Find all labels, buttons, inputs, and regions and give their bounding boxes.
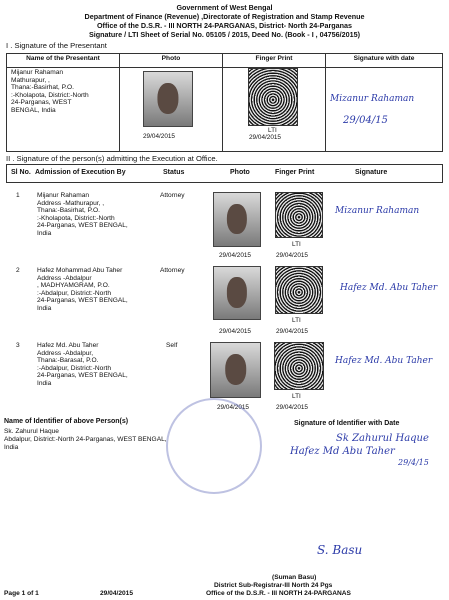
office-title: Office of the D.S.R. - III NORTH 24-PARGANAS, District- North 24-Parganas xyxy=(96,21,353,30)
row3-fp-date: 29/04/2015 xyxy=(276,404,308,411)
col-finger-print: Finger Print xyxy=(223,54,326,68)
office-stamp xyxy=(166,398,262,494)
identifier-witness-signature: Hafez Md Abu Taher xyxy=(290,446,395,457)
row2-status: Attorney xyxy=(160,267,185,274)
row2-photo-date: 29/04/2015 xyxy=(219,328,251,335)
row1-photo-date: 29/04/2015 xyxy=(219,252,251,259)
execution-table-header xyxy=(6,164,443,183)
presentant-name: Mijanur Rahaman Mathurapur, , Thana:-Basirhat, P.O. :-Kholapota, District:-North 24-Parganas, WEST BENGAL, India xyxy=(11,69,89,114)
identifier-title: Name of Identifier of above Person(s) xyxy=(4,418,129,425)
govt-title: Government of West Bengal xyxy=(176,3,273,12)
row3-fingerprint xyxy=(274,342,324,390)
identifier-address: Abdalpur, District:-North 24-Parganas, WEST BENGAL, xyxy=(4,436,167,443)
presentant-signature: Mizanur Rahaman xyxy=(330,94,415,104)
row2-photo xyxy=(213,266,261,320)
presentant-fingerprint xyxy=(248,68,298,126)
row1-fp-date: 29/04/2015 xyxy=(276,252,308,259)
presentant-sig-cell xyxy=(326,68,443,152)
row3-signature: Hafez Md. Abu Taher xyxy=(335,356,433,366)
officer-name: (Suman Basu) xyxy=(272,574,317,581)
presentant-photo xyxy=(143,71,193,127)
col-signature-date: Signature with date xyxy=(326,54,443,68)
row1-photo xyxy=(213,192,261,247)
row2-fingerprint xyxy=(275,266,323,314)
row1-fingerprint xyxy=(275,192,323,238)
presentant-fp-date: 29/04/2015 xyxy=(249,134,281,141)
col-sl: Sl No. xyxy=(11,169,31,176)
officer-designation: District Sub-Registrar-III North 24 Pgs xyxy=(214,582,333,589)
section1-title: I . Signature of the Presentant xyxy=(6,41,107,50)
section2-title: II . Signature of the person(s) admitting the Execution at Office. xyxy=(6,154,218,163)
col-finger-print: Finger Print xyxy=(275,169,315,176)
row2-details: Hafez Mohammad Abu Taher Address -Abdalpur , MADHYAMGRAM, P.O. :-Abdalpur, District:-North 24-Parganas, WEST BENGAL, India xyxy=(37,267,128,312)
row3-details: Hafez Md. Abu Taher Address -Abdalpur, Thana:-Barasat, P.O. :-Abdalpur, District:-North 24-Parganas, WEST BENGAL, India xyxy=(37,342,128,387)
row1-fp-label: LTI xyxy=(292,241,301,248)
col-signature: Signature xyxy=(355,169,388,176)
col-name: Name of the Presentant xyxy=(7,54,120,68)
row3-photo-date: 29/04/2015 xyxy=(217,404,249,411)
identifier-signature: Sk Zahurul Haque xyxy=(336,433,429,444)
col-status: Status xyxy=(163,169,185,176)
row1-details: Mijanur Rahaman Address -Mathurapur, , Thana:-Basirhat, P.O. :-Kholapota, District:-North 24-Parganas, WEST BENGAL, India xyxy=(37,192,128,237)
officer-signature: S. Basu xyxy=(317,543,363,557)
row2-sl: 2 xyxy=(16,267,20,274)
footer-date: 29/04/2015 xyxy=(100,590,134,597)
identifier-sig-title: Signature of Identifier with Date xyxy=(294,420,400,427)
presentant-signature-date: 29/04/15 xyxy=(343,115,388,126)
sheet-title: Signature / LTI Sheet of Serial No. 05105 / 2015, Deed No. (Book - I , 04756/2015) xyxy=(88,30,361,39)
col-photo: Photo xyxy=(120,54,223,68)
row2-fp-date: 29/04/2015 xyxy=(276,328,308,335)
row2-signature: Hafez Md. Abu Taher xyxy=(340,283,438,293)
identifier-country: India xyxy=(4,444,19,451)
row3-sl: 3 xyxy=(16,342,20,349)
row3-status: Self xyxy=(166,342,178,349)
row1-sl: 1 xyxy=(16,192,20,199)
row3-fp-label: LTI xyxy=(292,393,301,400)
identifier-sig-date: 29/4/15 xyxy=(398,458,429,467)
row3-photo xyxy=(210,342,261,398)
row1-signature: Mizanur Rahaman xyxy=(335,206,420,216)
identifier-name: Sk. Zahurul Haque xyxy=(4,428,59,435)
row1-status: Attorney xyxy=(160,192,185,199)
presentant-photo-date: 29/04/2015 xyxy=(143,133,175,140)
col-photo: Photo xyxy=(230,169,250,176)
presentant-fp-label: LTI xyxy=(268,127,277,134)
row2-fp-label: LTI xyxy=(292,317,301,324)
page-number: Page 1 of 1 xyxy=(4,590,39,597)
col-admission: Admission of Execution By xyxy=(35,169,126,176)
officer-office: Office of the D.S.R. - III NORTH 24-PARGANAS xyxy=(206,590,351,597)
department-title: Department of Finance (Revenue) ,Directorate of Registration and Stamp Revenue xyxy=(84,12,365,21)
